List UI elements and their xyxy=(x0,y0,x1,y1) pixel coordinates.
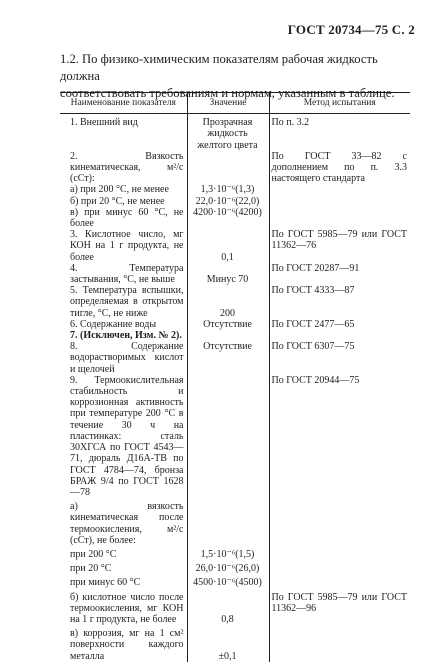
spec-table xyxy=(60,92,410,662)
table-row xyxy=(60,229,410,263)
table-row xyxy=(60,560,410,574)
table-row xyxy=(60,263,410,285)
cell-method: По п. 3.2 xyxy=(269,117,410,151)
cell-value: Минус 70 xyxy=(187,263,269,285)
cell-name: 3. Кислотное число, мг КОН на 1 г продукта, не более xyxy=(70,229,184,263)
cell-name: б) при 20 °С, не менее xyxy=(70,195,165,207)
table-row xyxy=(60,341,410,375)
cell-name: а) вязкость кинематическая после термоокисления, м²/с (сСт), не более: xyxy=(70,501,184,546)
cell-name: в) коррозия, мг на 1 см² поверхности каждого металла xyxy=(70,628,184,662)
page-header: ГОСТ 20734—75 С. 2 xyxy=(287,22,415,37)
cell-name: б) кислотное число после термоокисления, мг КОН на 1 г продукта, не более xyxy=(70,591,184,625)
table-row xyxy=(60,501,410,546)
table-header-row xyxy=(60,93,410,114)
cell-method: По ГОСТ 6307—75 xyxy=(269,341,410,375)
cell-name: 6. Содержание воды xyxy=(70,318,157,330)
cell-value: 26,0·10⁻⁶(26,0) xyxy=(187,560,269,574)
cell-value: ±0,1 xyxy=(187,628,269,662)
cell-method: По ГОСТ 5985—79 или ГОСТ 11362—76 xyxy=(269,229,410,263)
table-row xyxy=(60,196,410,207)
cell-name: 5. Температура вспышки, определяемая в открытом тигле, °С, не ниже xyxy=(70,285,184,319)
cell-value: 1,3·10⁻⁶(1,3) xyxy=(187,184,269,195)
cell-name: при 200 °С xyxy=(70,548,117,560)
cell-name: 7. (Исключен, Изм. № 2). xyxy=(70,330,182,342)
table-row xyxy=(60,117,410,151)
intro-line-2: соответствовать требованиям и нормам, указанным в таблице. xyxy=(60,86,395,100)
cell-value: 1,5·10⁻⁶(1,5) xyxy=(187,546,269,560)
header-name: Наименование показателя xyxy=(60,93,187,114)
cell-name: а) при 200 °С, не менее xyxy=(70,184,169,196)
cell-value: Прозрачная жидкость желтого цвета xyxy=(187,117,269,151)
cell-name: 8. Содержание водорастворимых кислот и щелочей xyxy=(70,341,184,375)
cell-method: По ГОСТ 20287—91 xyxy=(269,263,410,285)
cell-name: 2. Вязкость кинематическая, м²/с (сСт): xyxy=(70,150,184,185)
header-method: Метод испытания xyxy=(269,93,410,114)
cell-method: По ГОСТ 4333—87 xyxy=(269,285,410,319)
table-row xyxy=(60,628,410,662)
cell-name: 4. Температура застывания, °С, не выше xyxy=(70,262,184,286)
cell-value: Отсутствие xyxy=(187,319,269,330)
table-row xyxy=(60,285,410,319)
cell-name: 1. Внешний вид xyxy=(70,117,138,129)
cell-name: при 20 °С xyxy=(70,563,112,575)
table-row xyxy=(60,546,410,560)
header-value: Значение xyxy=(187,93,269,114)
cell-name: 9. Термоокислительная стабильность и коррозионная активность при температуре 200 °С в течение 30 ч на пластинках: сталь 30ХГСА по ГОСТ 4543—71, дюраль Д16А-ТВ по ГОСТ 4784—74, бронза БРАЖ 9/4 по ГОСТ 1628—78 xyxy=(70,374,184,498)
intro-line-1: 1.2. По физико-химическим показателям рабочая жидкость должна xyxy=(60,52,378,83)
cell-value: 200 xyxy=(187,285,269,319)
table-row xyxy=(60,330,410,341)
cell-method: По ГОСТ 33—82 с дополнением по п. 3.3 настоящего стандарта xyxy=(269,151,410,196)
table-row xyxy=(60,375,410,498)
cell-method: По ГОСТ 2477—65 xyxy=(269,319,410,330)
cell-method: По ГОСТ 20944—75 xyxy=(269,375,410,498)
cell-name: в) при минус 60 °С, не более xyxy=(70,206,184,230)
cell-value: Отсутствие xyxy=(187,341,269,375)
table-row xyxy=(60,574,410,588)
cell-name: при минус 60 °С xyxy=(70,577,141,589)
table-row xyxy=(60,319,410,330)
table-row xyxy=(60,207,410,229)
cell-value: 0,8 xyxy=(187,592,269,626)
table-row xyxy=(60,151,410,185)
cell-value: 0,1 xyxy=(187,229,269,263)
cell-value: 4500·10⁻⁶(4500) xyxy=(187,574,269,588)
cell-value: 22,0·10⁻⁶(22,0) xyxy=(187,196,269,207)
cell-method: По ГОСТ 5985—79 или ГОСТ 11362—96 xyxy=(269,592,410,626)
cell-value: 4200·10⁻⁶(4200) xyxy=(187,207,269,229)
table-row xyxy=(60,592,410,626)
